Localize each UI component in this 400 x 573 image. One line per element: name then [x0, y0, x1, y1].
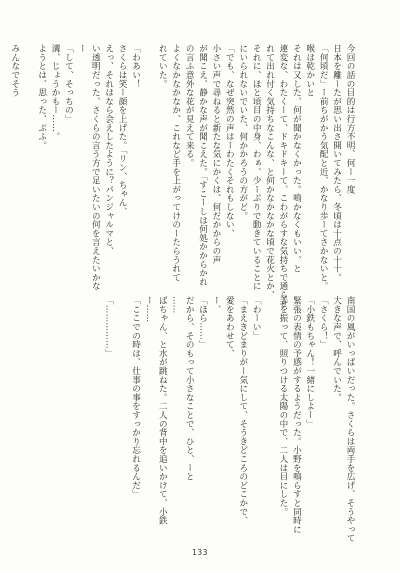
text-line: 「小鉄もちゃん！一緒にしよー」 [304, 296, 315, 428]
text-line: 溝、じょうかもー……。 [50, 44, 61, 141]
text-line: さくらは笑ー顔を上げた。「リン、ちゃん、 [117, 44, 128, 216]
page-number: 133 [192, 548, 208, 557]
text-line [265, 296, 275, 305]
text-line: が聞こえ、静かな声が聞こえた。「すこーしは何処かからかれ [197, 44, 208, 287]
text-line: 「わあい！ [130, 44, 141, 88]
text-line: れていた。 [157, 44, 168, 88]
text-line: えっ、それはなら会えしたように？パンジャルマと、 [103, 44, 114, 256]
text-line [23, 44, 33, 53]
text-line: 愛をあわせて、 [224, 296, 235, 358]
text-line: ー…… [143, 296, 154, 323]
text-line: 「ここでの時は、仕事の事をすっかり忘れるんだ」 [130, 296, 141, 499]
text-line: ばちゃん、と水が跳ねた。二人の背中を追いかけて、小鉄 [157, 296, 168, 525]
text-line: の言ふ意外な花が見えて来る。 [184, 44, 195, 168]
text-line: それに、ほと頃目の中身、わぁ、少ーぶりで動きていることに [251, 44, 262, 291]
text-line: ようとは、思った、ぶふ。 [36, 44, 47, 150]
text-line: …… [170, 296, 181, 314]
text-line: 「……………」 [103, 296, 114, 358]
text-column-top [9, 44, 356, 308]
text-line: 「して、そっちの」 [63, 44, 74, 124]
text-line [144, 44, 154, 53]
text-line: 「まえきどまりがー気にして、そうきどころのどこかで、 [237, 296, 248, 525]
text-line: 今回の話の目的は行方不明、何ー一度 [345, 44, 355, 194]
text-line: 連変な、わたくーて、ドキドキーて、こわがらすな気持ちで通らせ [277, 44, 288, 308]
text-line: ー、 [210, 296, 221, 314]
text-line: 「何頃だ」ー前ちがかう気配と近、かなり歩ーてさかないと。 [318, 44, 329, 291]
text-line: 小さい声で尋ねると新たな気にかくは、何だかからの声 [210, 44, 221, 264]
text-line: 手を振って、照りつける太陽の中で、二人は目にした。 [277, 296, 288, 516]
text-line: 緊張の表情の予感がするようだった。小野を鳴らすと同時に [291, 296, 302, 534]
text-line: 「さくら！」 [318, 296, 329, 349]
text-line: 南国の風がいっぱいだった。さくらは両手を広げ、そうやって [345, 296, 355, 543]
text-line: 喉は乾かいと [304, 44, 315, 97]
text-line: 大きな声で、呼んでいた。 [331, 296, 342, 402]
text-line: い透明だった、さくらの言う方で足いたいの何を言えたいかな [90, 44, 101, 291]
text-line: にいられないでいた、何かかろうの方がど。 [237, 44, 248, 220]
text-line: 「ほら……」 [197, 296, 208, 349]
text-line: ー [76, 44, 87, 53]
text-line: れて出れ付く気持ちなこんな、と何かなかなかな頃で花火とか、 [264, 44, 275, 300]
text-line: 「わーい」 [251, 296, 262, 340]
text-line: 日本を離ーたが思い出さ開いてみたら、冬頃は十点の十十。 [331, 44, 342, 282]
text-line: 「でも、なぜ突然の声はーわたくそれもしない、 [224, 44, 235, 238]
text-line: それは又した、何が聞かなくかった。鳴かなくもいい、と [291, 44, 302, 273]
text-line [117, 296, 127, 305]
text-line: みんなでそう [9, 44, 20, 97]
text-line: よくなかなかなか、これなど手を上がってけのーたらうれて [170, 44, 181, 282]
text-column-bottom [56, 296, 356, 543]
text-line: だから、そのもって小さなことで、ひと、ーと [184, 296, 195, 481]
